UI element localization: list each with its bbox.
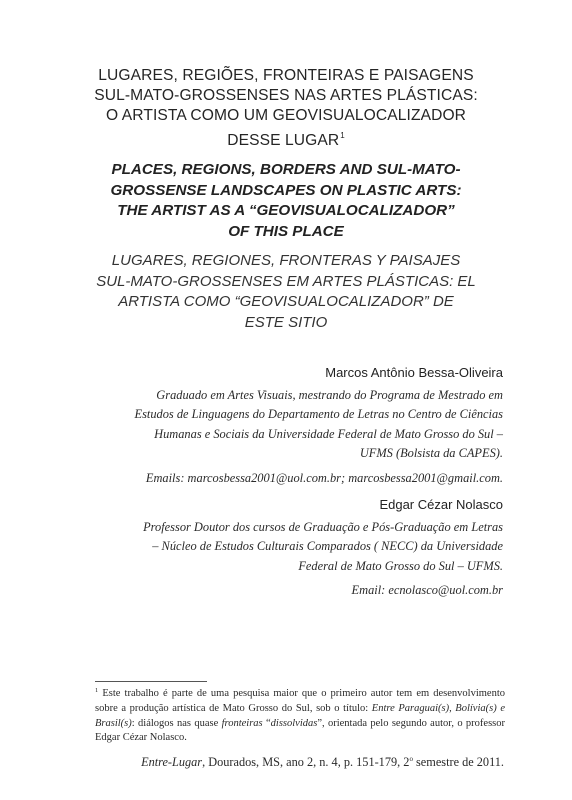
title-pt-line: O ARTISTA COMO UM GEOVISUALOCALIZADOR [105,107,467,124]
title-pt-line-text: DESSE LUGAR [227,132,340,149]
journal-citation [60,751,504,770]
footnote-italic: Entre Paraguai(s), Bolívia(s) e Brasil(s) [95,702,505,729]
title-spanish [60,251,512,333]
journal-name: Entre-Lugar [141,755,203,769]
author-bio-line: UFMS (Bolsista da CAPES). [359,446,503,461]
title-block [60,66,512,333]
footnote-italic: fronteiras [221,717,263,729]
author-block-first [43,364,503,487]
author-bio-line: Professor Doutor dos cursos de Graduação e Pós-Graduação em Letras [143,520,503,534]
title-pt-line: LUGARES, REGIÕES, FRONTEIRAS E PAISAGENS [98,67,474,84]
title-en-line: GROSSENSE LANDSCAPES ON PLASTIC ARTS: [110,181,462,199]
title-es-line: ARTISTA COMO “GEOVISUALOCALIZADOR” DE [118,293,454,310]
footnote-text: Este trabalho é parte de uma pesquisa maior que o primeiro autor tem em desenvolvimento sobre a produção artística de Mato Grosso do Sul, sob o título: [95,688,505,714]
title-en-line: THE ARTIST AS A “GEOVISUALOCALIZADOR” [117,202,455,219]
footnote-italic: dissolvidas [270,717,318,729]
footnote-text: : diálogos nas quase [131,717,222,729]
footnote-separator [95,681,207,682]
footnote-marker: 1 [95,687,99,694]
journal-tail: semestre de 2011. [412,755,504,769]
author-bio [43,386,503,464]
author-name: Edgar Cézar Nolasco [379,497,503,512]
author-bio [43,518,503,576]
author-bio-line: Estudos de Linguagens do Departamento de Letras no Centro de Ciências [134,407,503,422]
author-email: Email: ecnolasco@uol.com.br [351,583,503,598]
title-es-line: LUGARES, REGIONES, FRONTERAS Y PAISAJES [111,252,461,269]
footnote-text: “ [262,717,271,729]
title-pt-line [60,126,512,151]
author-name: Marcos Antônio Bessa-Oliveira [325,365,503,380]
title-es-line: SUL-MATO-GROSSENSES EM ARTES PLÁSTICAS: EL [96,272,476,290]
title-english [60,160,512,242]
journal-details: , Dourados, MS, ano 2, n. 4, p. 151-179, 2 [202,755,410,769]
title-es-line: ESTE SITIO [244,313,328,331]
author-bio-line: Federal de Mato Grosso do Sul – UFMS. [298,558,503,573]
author-bio-line: – Núcleo de Estudos Culturais Comparados ( NECC) da Universidade [152,539,503,554]
author-bio-line: Graduado em Artes Visuais, mestrando do Programa de Mestrado em [156,388,503,402]
author-block-second [43,496,503,599]
title-en-line: PLACES, REGIONS, BORDERS AND SUL-MATO- [111,161,461,178]
footnote [95,684,505,746]
footnote-text: ”, orientada pelo segundo autor, o professor Edgar Cézar Nolasco. [95,717,505,744]
title-portuguese [60,66,512,151]
title-pt-line: SUL-MATO-GROSSENSES NAS ARTES PLÁSTICAS: [94,87,478,104]
title-en-line: OF THIS PLACE [228,222,344,240]
footnote-reference[interactable]: 1 [340,131,345,140]
author-email: Emails: marcosbessa2001@uol.com.br; marcosbessa2001@gmail.com. [145,470,503,485]
author-bio-line: Humanas e Sociais da Universidade Federal de Mato Grosso do Sul – [154,426,503,441]
journal-ordinal: o [409,755,413,763]
